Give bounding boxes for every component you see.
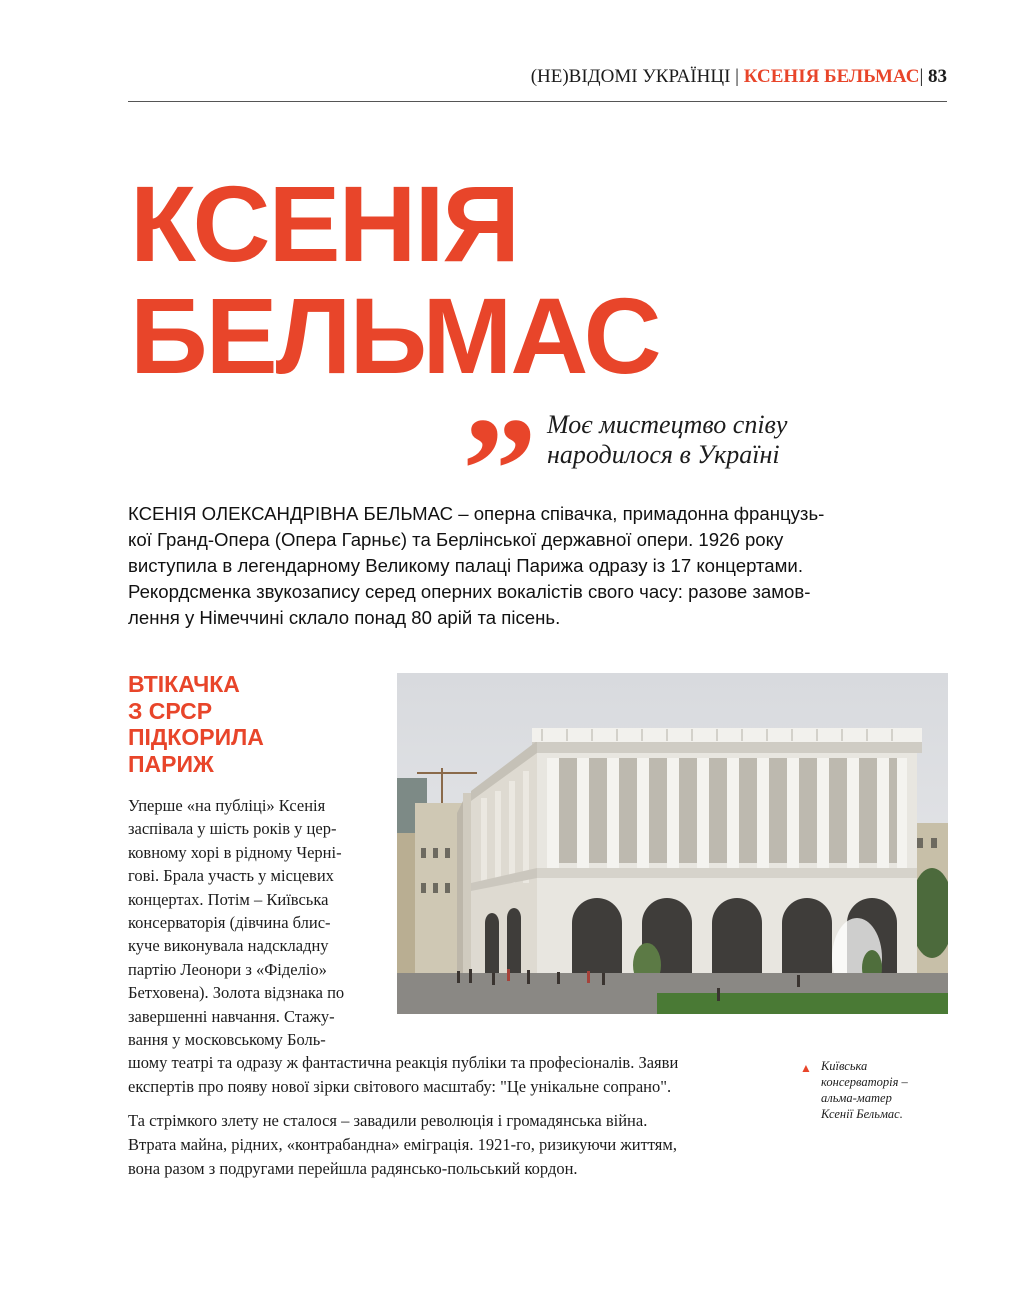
body-paragraph-2 (128, 1109, 677, 1181)
header-person: КСЕНІЯ БЕЛЬМАС (743, 66, 920, 87)
quote-mark-icon: ” (462, 387, 537, 553)
photo-caption (800, 1058, 908, 1122)
body-line: експертів про появу нової зірки світового масштабу: "Це унікальне сопрано". (128, 1076, 672, 1096)
body-line: гові. Брала участь у місцевих (128, 866, 334, 886)
body-line: Уперше «на публіці» Ксенія (128, 796, 326, 815)
header-section: (НЕ)ВІДОМІ УКРАЇНЦІ (530, 66, 731, 87)
body-line: ковному хорі в рідному Черні- (128, 842, 342, 862)
lead-line: лення у Німеччині склало понад 80 арій та пісень. (128, 607, 561, 628)
body-line: куче виконувала надскладну (128, 936, 329, 956)
body-line: концертах. Потім – Київська (128, 889, 329, 909)
triangle-up-icon: ▲ (800, 1061, 812, 1075)
header-separator-2: | (919, 66, 928, 87)
body-line: вання у московському Боль- (128, 1030, 326, 1050)
title-line-2: БЕЛЬМАС (130, 275, 660, 396)
lead-paragraph (128, 501, 948, 631)
quote-line-1: Моє мистецтво співу (547, 410, 788, 439)
caption-line: Київська (821, 1059, 868, 1073)
caption-line: альма-матер (821, 1091, 892, 1105)
header-separator: | (730, 66, 744, 87)
subhead-line: ПАРИЖ (128, 750, 214, 777)
body-line: Та стрімкого злету не сталося – завадили революція і громадянська війна. (128, 1111, 648, 1130)
lead-line: КСЕНІЯ ОЛЕКСАНДРІВНА БЕЛЬМАС – оперна співачка, примадонна французь- (128, 503, 825, 524)
caption-line: консерваторія – (821, 1075, 908, 1089)
body-line: Бетховена). Золота відзнака по (128, 983, 345, 1003)
body-line: консерваторія (дівчина блис- (128, 913, 331, 933)
body-line: партію Леонори з «Фіделіо» (128, 959, 327, 979)
header-rule (128, 101, 947, 102)
body-line: завершенні навчання. Стажу- (128, 1006, 335, 1026)
caption-line: Ксенії Бельмас. (821, 1107, 903, 1121)
pull-quote (547, 410, 787, 470)
running-header (531, 66, 947, 88)
title-line-1: КСЕНІЯ (130, 163, 519, 284)
body-line: вона разом з подругами перейшла радянсько-польський кордон. (128, 1159, 578, 1178)
subhead-line: З СРСР (128, 697, 213, 724)
lead-line: кої Гранд-Опера (Опера Гарньє) та Берлінської державної опери. 1926 року (128, 529, 784, 550)
lead-line: Рекордсменка звукозапису серед оперних вокалістів свого часу: разове замов- (128, 581, 811, 602)
quote-line-2: народилося в Україні (547, 440, 780, 469)
page-number: 83 (928, 66, 947, 87)
body-column (128, 794, 678, 1098)
page-title (130, 163, 660, 396)
body-line: Втрата майна, рідних, «контрабандна» еміграція. 1921-го, ризикуючи життям, (128, 1135, 677, 1154)
subhead-line: ПІДКОРИЛА (128, 724, 264, 750)
lead-line: виступила в легендарному Великому палаці Парижа одразу із 17 концертами. (128, 555, 803, 576)
body-line: заспівала у шість років у цер- (128, 819, 337, 839)
body-line: шому театрі та одразу ж фантастична реакція публіки та професіоналів. Заяви (128, 1053, 679, 1073)
section-heading (128, 671, 264, 777)
subhead-line: ВТІКАЧКА (128, 671, 240, 697)
